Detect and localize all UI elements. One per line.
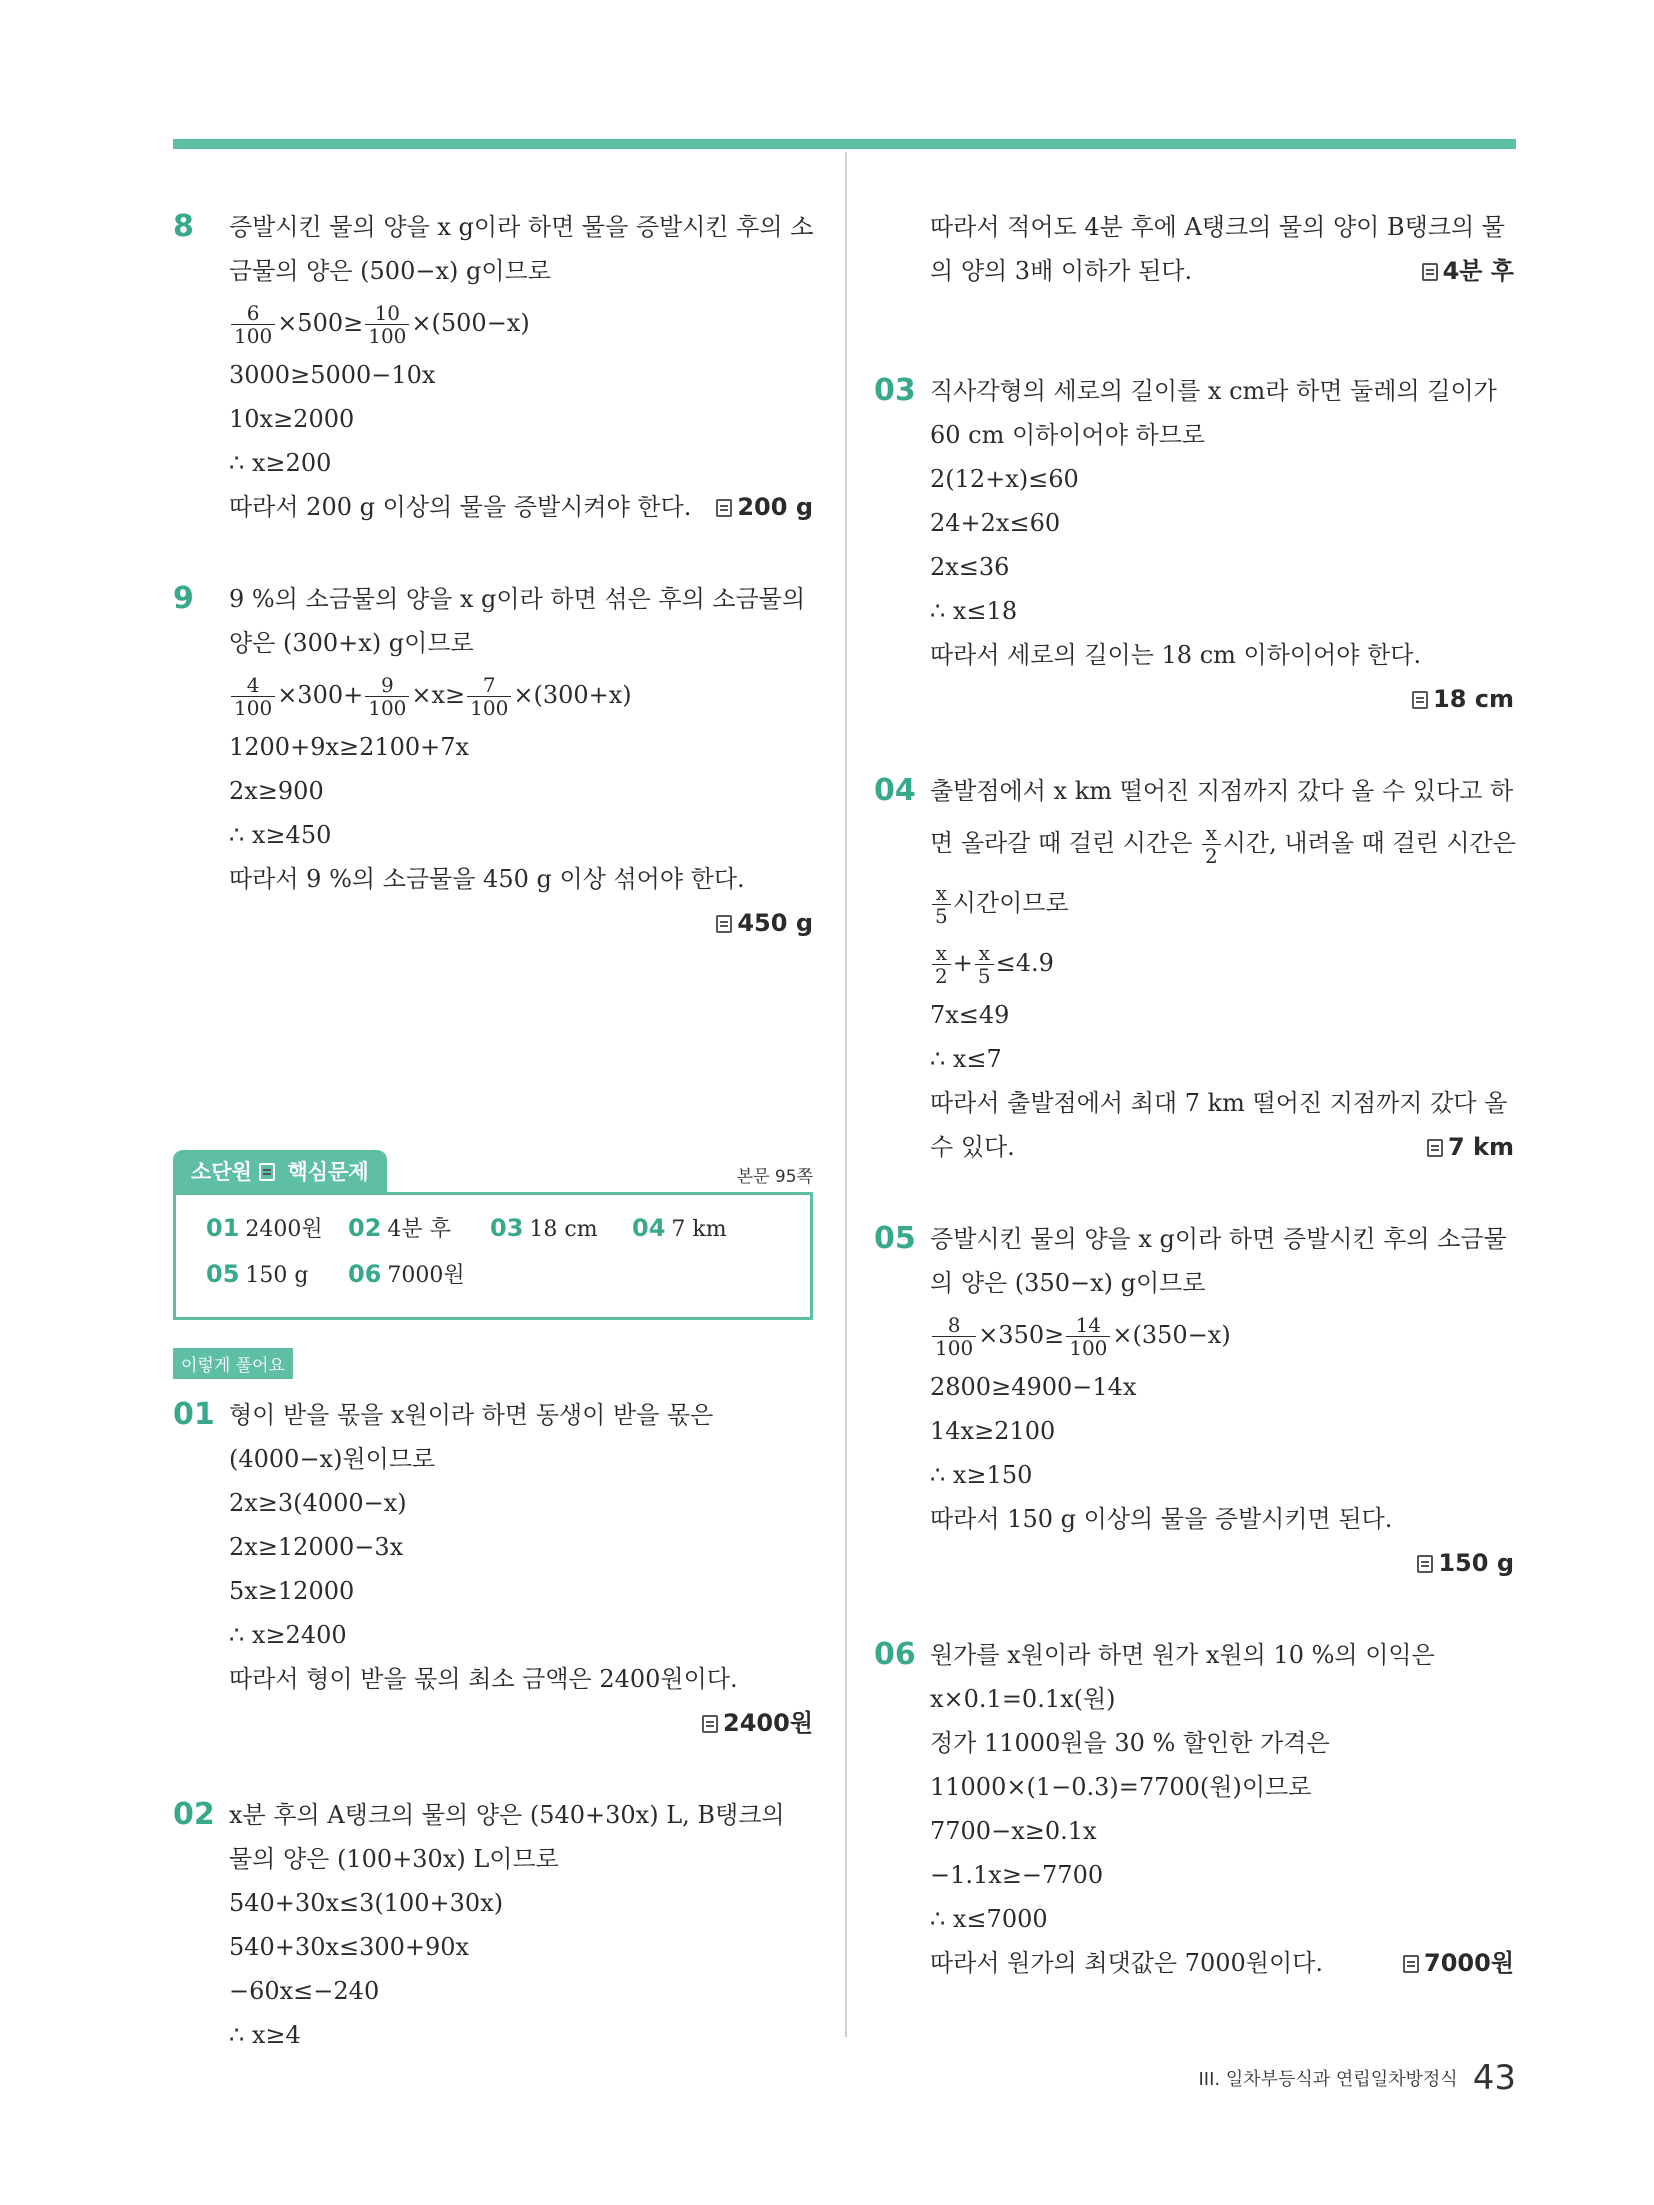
step-line: 10x≥2000: [229, 405, 355, 433]
text-line: 양은 (300+x) g이므로: [229, 629, 474, 657]
step-line: 14x≥2100: [930, 1417, 1056, 1445]
answer-label: 7 km: [1427, 1125, 1514, 1169]
problem-9: [173, 577, 813, 945]
problem-number: 8: [173, 209, 194, 244]
step-line: 2x≥3(4000−x): [229, 1489, 407, 1517]
text-line: x분 후의 A탱크의 물의 양은 (540+30x) L, B탱크의: [229, 1801, 785, 1829]
step-line: 5x≥12000: [229, 1577, 355, 1605]
answer-mark-icon: [1412, 691, 1428, 709]
step-line: ∴ x≥4: [229, 2021, 301, 2049]
text-line: 형이 받을 몫을 x원이라 하면 동생이 받을 몫은: [229, 1401, 714, 1429]
problem-02: [173, 1793, 813, 2057]
text-line: 정가 11000원을 30 % 할인한 가격은: [930, 1729, 1330, 1757]
problem-number: 9: [173, 581, 194, 616]
solution-tag: 이렇게 풀어요: [173, 1348, 293, 1379]
conclusion-line: 따라서 150 g 이상의 물을 증발시키면 된다.: [930, 1505, 1393, 1533]
problem-number: 06: [874, 1637, 916, 1672]
problem-05: [874, 1217, 1514, 1585]
step-line: ∴ x≥200: [229, 449, 332, 477]
text-line: 의 양은 (350−x) g이므로: [930, 1269, 1206, 1297]
conclusion-line: 수 있다. 7 km: [930, 1125, 1514, 1169]
problem-number: 01: [173, 1397, 215, 1432]
fraction-equation: $\frac{4}{100}$ ×300+ $\frac{9}{100}$ ×x≥ $\frac{7}{100}$ ×(300+x): [229, 665, 813, 725]
conclusion-line: 따라서 원가의 최댓값은 7000원이다. 7000원: [930, 1941, 1514, 1985]
step-line: 2(12+x)≤60: [930, 465, 1079, 493]
problem-02-continued: [874, 205, 1514, 293]
fraction-equation: $\frac{8}{100}$ ×350≥ $\frac{14}{100}$ ×(350−x): [930, 1305, 1514, 1365]
step-line: 7700−x≥0.1x: [930, 1817, 1097, 1845]
fraction: $\frac{x}{2}$: [1202, 822, 1221, 867]
text-line: 금물의 양은 (500−x) g이므로: [229, 257, 551, 285]
fraction: $\frac{7}{100}$: [467, 674, 511, 719]
step-line: 24+2x≤60: [930, 509, 1061, 537]
notebook-icon: [259, 1163, 275, 1181]
page-number: 43: [1472, 2058, 1516, 2098]
step-line: 2x≥900: [229, 777, 324, 805]
conclusion-line: 따라서 세로의 길이는 18 cm 이하이어야 한다.: [930, 641, 1422, 669]
fraction-equation: $\frac{6}{100}$ ×500≥ $\frac{10}{100}$ ×(500−x): [229, 293, 813, 353]
step-line: 1200+9x≥2100+7x: [229, 733, 470, 761]
conclusion-line: 따라서 9 %의 소금물을 450 g 이상 섞어야 한다.: [229, 865, 745, 893]
answer-mark-icon: [1422, 263, 1438, 281]
problem-04: [874, 769, 1514, 1169]
answer-label: 2400원: [229, 1701, 813, 1745]
text-line: 출발점에서 x km 떨어진 지점까지 갔다 올 수 있다고 하: [930, 777, 1514, 805]
problem-number: 02: [173, 1797, 215, 1832]
text-line: 직사각형의 세로의 길이를 x cm라 하면 둘레의 길이가: [930, 377, 1497, 405]
answer-mark-icon: [1427, 1139, 1443, 1157]
answer-label: 4분 후: [1422, 249, 1514, 293]
step-line: ∴ x≥450: [229, 821, 332, 849]
text-line: 9 %의 소금물의 양을 x g이라 하면 섞은 후의 소금물의: [229, 585, 806, 613]
answer-label: 150 g: [930, 1541, 1514, 1585]
problem-number: 03: [874, 373, 916, 408]
step-line: 2x≤36: [930, 553, 1010, 581]
text-line: 60 cm 이하이어야 하므로: [930, 421, 1206, 449]
step-line: ∴ x≤7: [930, 1045, 1002, 1073]
answer-label: 200 g: [716, 485, 813, 529]
conclusion-line: 의 양의 3배 이하가 된다. 4분 후: [930, 249, 1514, 293]
step-line: ∴ x≥2400: [229, 1621, 347, 1649]
fraction: $\frac{8}{100}$: [932, 1314, 976, 1359]
conclusion-line: 따라서 형이 받을 몫의 최소 금액은 2400원이다.: [229, 1665, 738, 1693]
summary-answer: 02 4분 후: [348, 1214, 451, 1242]
problem-01: [173, 1393, 813, 1745]
summary-tab: 소단원 핵심문제: [173, 1150, 387, 1192]
answer-label: 18 cm: [930, 677, 1514, 721]
page-footer: [1199, 2058, 1517, 2098]
text-line: 증발시킨 물의 양을 x g이라 하면 증발시킨 후의 소금물: [930, 1225, 1507, 1253]
fraction: $\frac{x}{5}$: [975, 942, 994, 987]
text-line: 물의 양은 (100+30x) L이므로: [229, 1845, 559, 1873]
step-line: 3000≥5000−10x: [229, 361, 436, 389]
step-line: x×0.1=0.1x(원): [930, 1685, 1116, 1713]
summary-box: [173, 1150, 813, 1393]
summary-answer: 06 7000원: [348, 1260, 465, 1288]
chapter-title: III. 일차부등식과 연립일차방정식: [1198, 2069, 1458, 2090]
answer-label: 450 g: [229, 901, 813, 945]
text-line: 증발시킨 물의 양을 x g이라 하면 물을 증발시킨 후의 소: [229, 213, 814, 241]
right-column: [874, 205, 1514, 1985]
step-line: 7x≤49: [930, 1001, 1010, 1029]
problem-03: [874, 369, 1514, 721]
summary-answer: 03 18 cm: [490, 1214, 598, 1242]
fraction-equation: $\frac{x}{2}$ + $\frac{x}{5}$ ≤4.9: [930, 933, 1514, 993]
answers-grid: [173, 1192, 813, 1320]
column-divider: [845, 152, 847, 2037]
fraction: $\frac{9}{100}$: [365, 674, 409, 719]
text-line: 면 올라갈 때 걸린 시간은 $\frac{x}{2}$ 시간, 내려올 때 걸린 시간은: [930, 821, 1516, 868]
fraction: $\frac{10}{100}$: [365, 302, 409, 347]
page-reference: 본문 95쪽: [736, 1167, 813, 1187]
fraction: $\frac{4}{100}$: [231, 674, 275, 719]
step-line: ∴ x≤7000: [930, 1905, 1048, 1933]
summary-answer: 05 150 g: [206, 1260, 309, 1288]
step-line: 2x≥12000−3x: [229, 1533, 404, 1561]
step-line: −60x≤−240: [229, 1977, 380, 2005]
step-line: 540+30x≤300+90x: [229, 1933, 470, 1961]
fraction: $\frac{x}{5}$: [932, 882, 951, 927]
problem-8: [173, 205, 813, 529]
problem-number: 04: [874, 773, 916, 808]
step-line: 2800≥4900−14x: [930, 1373, 1137, 1401]
answer-mark-icon: [1403, 1955, 1419, 1973]
text-line: (4000−x)원이므로: [229, 1445, 436, 1473]
summary-answer: 04 7 km: [632, 1214, 727, 1242]
step-line: 540+30x≤3(100+30x): [229, 1889, 504, 1917]
left-column: [173, 205, 813, 2057]
top-accent-bar: [173, 139, 1516, 149]
answer-mark-icon: [1417, 1555, 1433, 1573]
answer-mark-icon: [716, 499, 732, 517]
answer-label: 7000원: [1403, 1941, 1514, 1985]
step-line: −1.1x≥−7700: [930, 1861, 1104, 1889]
fraction: $\frac{14}{100}$: [1066, 1314, 1110, 1359]
conclusion-line: 따라서 출발점에서 최대 7 km 떨어진 지점까지 갔다 올: [930, 1089, 1508, 1117]
problem-number: 05: [874, 1221, 916, 1256]
step-line: ∴ x≤18: [930, 597, 1018, 625]
problem-06: [874, 1633, 1514, 1985]
fraction: $\frac{x}{2}$: [932, 942, 951, 987]
text-line: 따라서 적어도 4분 후에 A탱크의 물의 양이 B탱크의 물: [930, 213, 1505, 241]
step-line: 11000×(1−0.3)=7700(원)이므로: [930, 1773, 1312, 1801]
text-line: 원가를 x원이라 하면 원가 x원의 10 %의 이익은: [930, 1641, 1435, 1669]
answer-mark-icon: [716, 915, 732, 933]
step-line: ∴ x≥150: [930, 1461, 1033, 1489]
conclusion-line: 따라서 200 g 이상의 물을 증발시켜야 한다. 200 g: [229, 485, 813, 529]
summary-answer: 01 2400원: [206, 1214, 323, 1242]
answer-mark-icon: [702, 1715, 718, 1733]
text-line: $\frac{x}{5}$ 시간이므로: [930, 873, 1514, 933]
fraction: $\frac{6}{100}$: [231, 302, 275, 347]
